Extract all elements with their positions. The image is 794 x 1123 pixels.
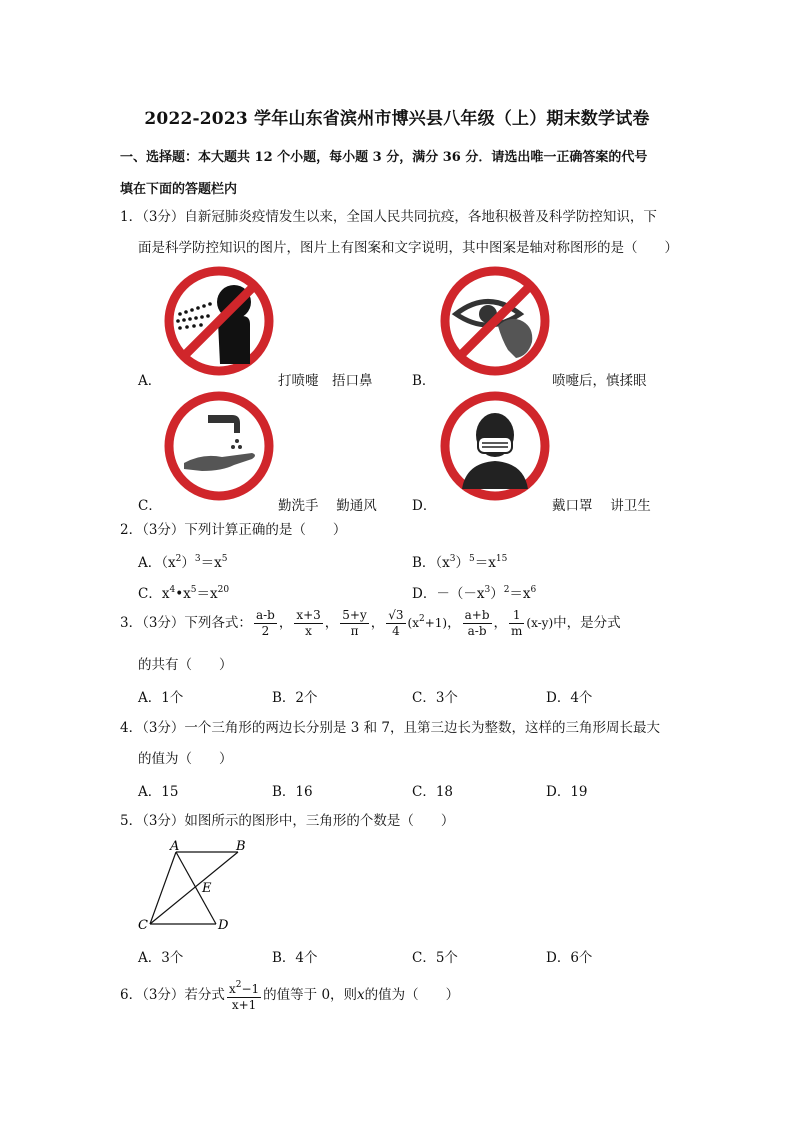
- q2-option-d[interactable]: D．$-(-x^3)^2=x^6$: [412, 585, 537, 602]
- fraction-q6: $\frac{x^2-1}{x+1}$: [228, 980, 260, 1012]
- fraction-3: $\frac{5+y}{\pi}$: [342, 608, 367, 638]
- question-4-line2: 的值为（ ）: [138, 751, 233, 767]
- point-e-label: E: [202, 881, 212, 896]
- q3-option-c[interactable]: C．3个: [412, 690, 458, 706]
- fraction-6: $\frac{1}{m}$: [511, 608, 523, 638]
- page-title: 2022-2023 学年山东省滨州市博兴县八年级（上）期末数学试卷: [144, 109, 650, 129]
- point-a-label: A: [170, 839, 180, 854]
- q4-option-a[interactable]: A．15: [138, 784, 179, 800]
- q5-option-c[interactable]: C．5个: [412, 950, 458, 966]
- question-3-line2: 的共有（ ）: [138, 657, 233, 673]
- q1-option-a-label[interactable]: A．: [138, 373, 162, 389]
- eye-rub-prohibited-icon: [438, 264, 552, 378]
- q2-option-c[interactable]: C．$x^4•x^5=x^{20}$: [138, 585, 230, 602]
- question-1-line1: 1．（3分）自新冠肺炎疫情发生以来，全国人民共同抗疫，各地积极普及科学防控知识，下: [120, 209, 657, 225]
- point-c-label: C: [138, 918, 148, 933]
- fraction-4: $\frac{√3}{4}$: [388, 608, 404, 638]
- fraction-2: $\frac{x+3}{x}$: [296, 608, 321, 638]
- question-3-line1: 3．（3分）下列各式： $\frac{a-b}{2}$ ， $\frac{x+3}{x}$ ， $\frac{5+y}{\pi}$ ， $\frac{√3}{4}$ $(x^2+1)$， $\frac{a+b}{a-b}$ ， $\frac{1}{m}$ (x-y)中，是分式: [120, 608, 621, 638]
- q5-option-d[interactable]: D．6个: [546, 950, 593, 966]
- q3-option-a[interactable]: A．1个: [138, 690, 184, 706]
- question-5-stem: 5．（3分）如图所示的图形中，三角形的个数是（ ）: [120, 813, 455, 829]
- section-heading-line2: 填在下面的答题栏内: [120, 182, 238, 197]
- hand-washing-icon: [162, 389, 276, 503]
- q3-option-d[interactable]: D．4个: [546, 690, 593, 706]
- q5-option-b[interactable]: B．4个: [272, 950, 318, 966]
- q1-option-c-label[interactable]: C．: [138, 498, 162, 514]
- point-b-label: B: [236, 839, 246, 854]
- q1-option-b-caption: 喷嚏后，慎揉眼: [552, 373, 647, 389]
- q3-option-b[interactable]: B．2个: [272, 690, 318, 706]
- mask-wearing-icon: [438, 389, 552, 503]
- q1-option-a-caption: 打喷嚏 捂口鼻: [278, 373, 373, 389]
- q4-option-d[interactable]: D．19: [546, 784, 588, 800]
- question-2-stem: 2．（3分）下列计算正确的是（ ）: [120, 522, 347, 538]
- q1-option-c-caption: 勤洗手 勤通风: [278, 498, 377, 514]
- fraction-1: $\frac{a-b}{2}$: [255, 608, 275, 638]
- q4-option-b[interactable]: B．16: [272, 784, 313, 800]
- fraction-5: $\frac{a+b}{a-b}$: [464, 608, 490, 638]
- section-heading-line1: 一、选择题：本大题共 12 个小题，每小题 3 分，满分 36 分．请选出唯一正确答案的代号: [120, 150, 648, 165]
- sneeze-prohibited-icon: [162, 264, 276, 378]
- question-1-line2: 面是科学防控知识的图片，图片上有图案和文字说明，其中图案是轴对称图形的是（ ）: [138, 240, 678, 256]
- q5-option-a[interactable]: A．3个: [138, 950, 184, 966]
- question-6-stem: 6．（3分）若分式 $\frac{x^2-1}{x+1}$ 的值等于 0，则x的值为（ ）: [120, 980, 460, 1012]
- q1-option-b-label[interactable]: B．: [412, 373, 436, 389]
- q2-option-b[interactable]: B．$(x^3)^5=x^{15}$: [412, 554, 508, 571]
- q1-option-d-caption: 戴口罩 讲卫生: [552, 498, 651, 514]
- question-4-line1: 4．（3分）一个三角形的两边长分别是 3 和 7，且第三边长为整数，这样的三角形周长最大: [120, 720, 660, 736]
- q2-option-a[interactable]: A．$(x^2)^3=x^5$: [138, 554, 228, 571]
- triangle-figure: [132, 836, 262, 936]
- point-d-label: D: [218, 918, 229, 933]
- q4-option-c[interactable]: C．18: [412, 784, 454, 800]
- q1-option-d-label[interactable]: D．: [412, 498, 437, 514]
